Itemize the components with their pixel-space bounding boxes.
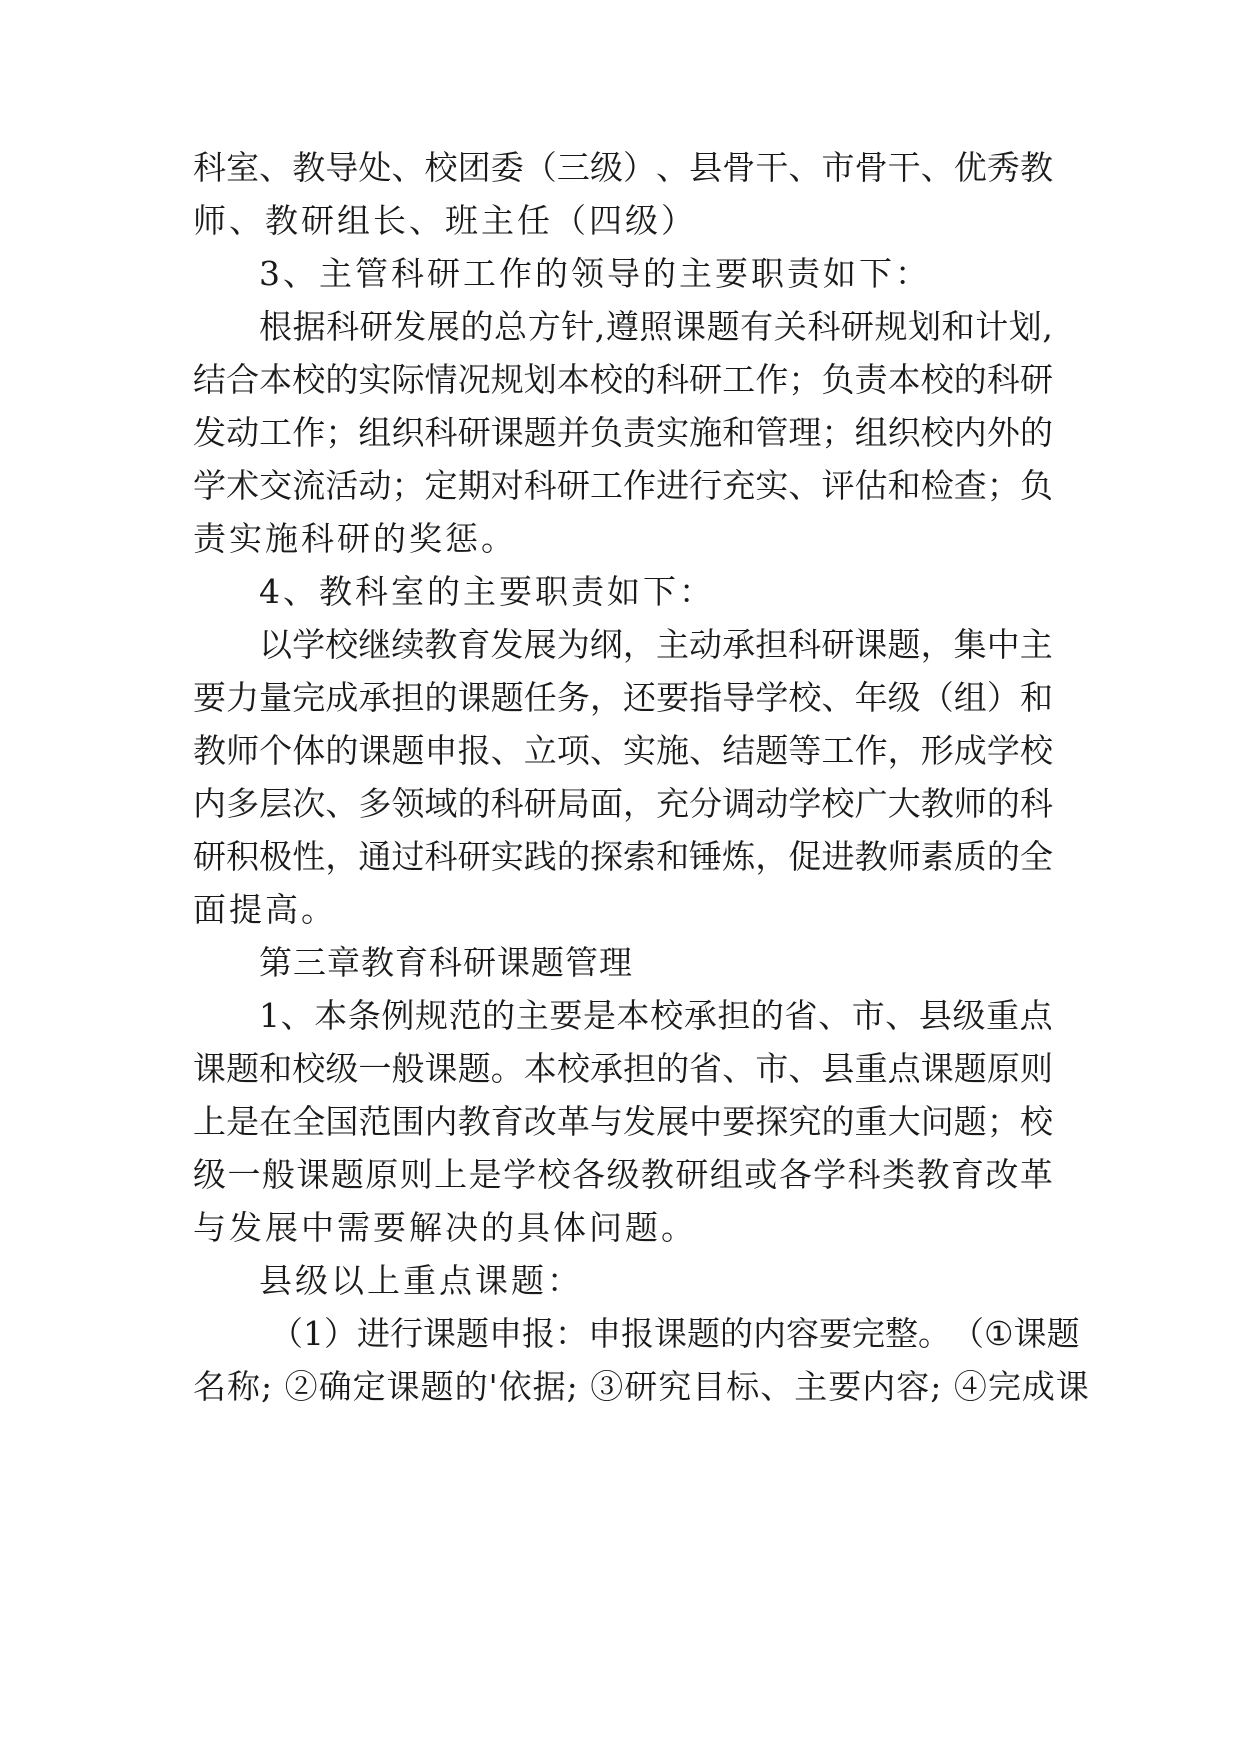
text-line-14: 研 积 极 性 ， 通 过 科 研 实 践 的 探 索 和 锤 炼 ， 促 进 教 师 素 质 的 全: [193, 837, 1053, 876]
text-line-20: 级 一 般 课 题 原 则 上 是 学 校 各 级 教 研 组 或 各 学 科 类 教 育 改 革: [193, 1155, 1053, 1194]
text-line-2: 师、教研组长、班主任（四级）: [193, 201, 697, 240]
text-line-1: 科 室 、 教 导 处 、 校 团 委 （ 三 级 ） 、 县 骨 干 、 市 骨 干 、 优 秀 教: [193, 148, 1053, 187]
text-line-3: 3、主管科研工作的领导的主要职责如下：: [259, 254, 931, 293]
text-line-22: 县级以上重点课题：: [259, 1261, 583, 1300]
text-line-24: 名称; ②确定课题的'依据; ③研究目标、主要内容; ④完成课: [193, 1367, 1090, 1406]
text-line-21: 与发展中需要解决的具体问题。: [193, 1208, 697, 1247]
text-line-4: 根 据 科 研 发 展 的 总 方 针 , 遵 照 课 题 有 关 科 研 规 划 和 计 划 ,: [259, 307, 1053, 346]
text-line-19: 上 是 在 全 国 范 围 内 教 育 改 革 与 发 展 中 要 探 究 的 重 大 问 题 ； 校: [193, 1102, 1053, 1141]
text-line-13: 内 多 层 次 、 多 领 域 的 科 研 局 面 ， 充 分 调 动 学 校 广 大 教 师 的 科: [193, 784, 1053, 823]
text-line-15: 面提高。: [193, 890, 337, 929]
text-line-5: 结 合 本 校 的 实 际 情 况 规 划 本 校 的 科 研 工 作 ； 负 责 本 校 的 科 研: [193, 360, 1053, 399]
text-line-23: （ 1 ） 进 行 课 题 申 报 ： 申 报 课 题 的 内 容 要 完 整 。 （ ① 课 题: [270, 1314, 1080, 1353]
text-line-17: 1 、 本 条 例 规 范 的 主 要 是 本 校 承 担 的 省 、 市 、 县 级 重 点: [259, 996, 1053, 1035]
text-line-7: 学 术 交 流 活 动 ； 定 期 对 科 研 工 作 进 行 充 实 、 评 估 和 检 查 ； 负: [193, 466, 1053, 505]
text-line-10: 以 学 校 继 续 教 育 发 展 为 纲 ， 主 动 承 担 科 研 课 题 ， 集 中 主: [259, 625, 1053, 664]
text-line-6: 发 动 工 作 ； 组 织 科 研 课 题 并 负 责 实 施 和 管 理 ； 组 织 校 内 外 的: [193, 413, 1053, 452]
text-line-9: 4、教科室的主要职责如下：: [259, 572, 715, 611]
text-line-11: 要 力 量 完 成 承 担 的 课 题 任 务 ， 还 要 指 导 学 校 、 年 级 （ 组 ） 和: [193, 678, 1053, 717]
text-line-12: 教 师 个 体 的 课 题 申 报 、 立 项 、 实 施 、 结 题 等 工 作 ， 形 成 学 校: [193, 731, 1053, 770]
text-line-18: 课 题 和 校 级 一 般 课 题 。 本 校 承 担 的 省 、 市 、 县 重 点 课 题 原 则: [193, 1049, 1053, 1088]
chapter-heading: 第三章教育科研课题管理: [259, 943, 633, 982]
text-line-8: 责实施科研的奖惩。: [193, 519, 517, 558]
